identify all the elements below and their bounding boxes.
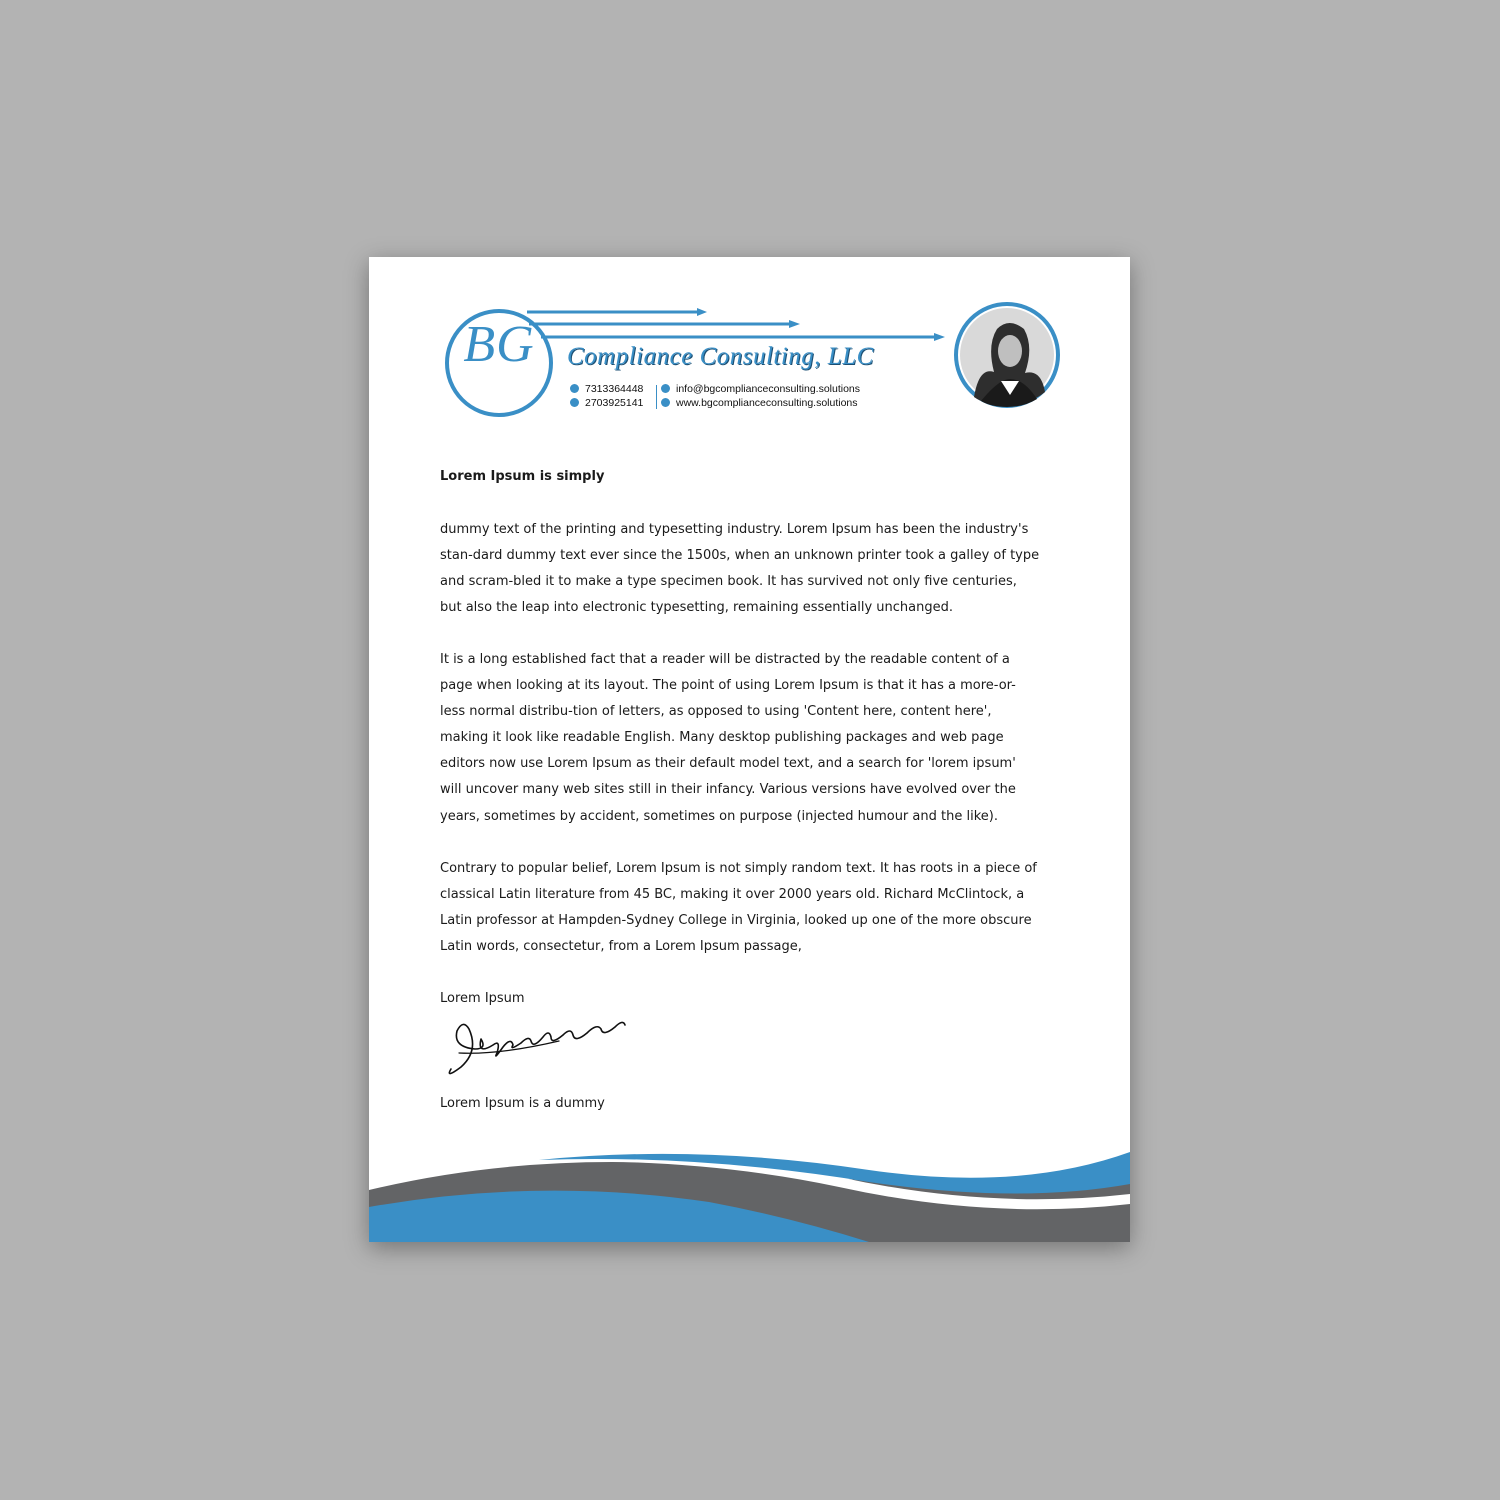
phone-icon (570, 384, 579, 393)
closing-name: Lorem Ipsum (440, 991, 525, 1006)
phone-1 (570, 382, 643, 396)
logo-monogram: BG (463, 316, 535, 373)
signoff-text: Lorem Ipsum is a dummy (440, 1096, 605, 1111)
email-icon (661, 384, 670, 393)
website-contact (661, 396, 858, 410)
paragraph-3: Contrary to popular belief, Lorem Ipsum is not simply random text. It has roots in a piece of classical Latin literature from 45 BC, making it over 2000 years old. Richard McClintock, a Latin professor at Hampden-Sydney College in Virginia, looked up one of the more obscure Latin words, consectetur, from a Lorem Ipsum passage, (440, 861, 1037, 955)
paragraph-1: dummy text of the printing and typesetting industry. Lorem Ipsum has been the industry's stan-dard dummy text ever since the 1500s, when an unknown printer took a galley of type and scram-bled it to make a type specimen book. It has survived not only five centuries, but also the leap into electronic typesetting, remaining essentially unchanged. (440, 522, 1040, 616)
phone-icon (570, 398, 579, 407)
email-contact (661, 382, 860, 396)
phone-2-text: 2703925141 (585, 397, 644, 409)
handwritten-signature (439, 1009, 629, 1079)
globe-icon (661, 398, 670, 407)
letterhead-page (369, 257, 1130, 1242)
paragraph-2: It is a long established fact that a reader will be distracted by the readable content of a page when looking at its layout. The point of using Lorem Ipsum is that it has a more-or-less normal distribu-tion of letters, as opposed to using 'Content here, content here', making it look like readable English. Many desktop publishing packages and web page editors now use Lorem Ipsum as their default model text, and a search for 'lorem ipsum' will uncover many web sites still in their infancy. Various versions have evolved over the years, sometimes by accident, sometimes on purpose (injected humour and the like). (440, 652, 1016, 824)
phone-2 (570, 396, 643, 410)
company-name: Compliance Consulting, LLC (567, 343, 874, 370)
contact-divider (656, 385, 657, 409)
website-text: www.bgcomplianceconsulting.solutions (676, 397, 858, 409)
footer-wave-graphic (369, 1142, 1130, 1242)
speed-arrows-graphic (527, 308, 945, 341)
email-text: info@bgcomplianceconsulting.solutions (676, 383, 861, 395)
letter-heading: Lorem Ipsum is simply (440, 469, 605, 484)
profile-photo (956, 304, 1058, 407)
phone-1-text: 7313364448 (585, 383, 644, 395)
